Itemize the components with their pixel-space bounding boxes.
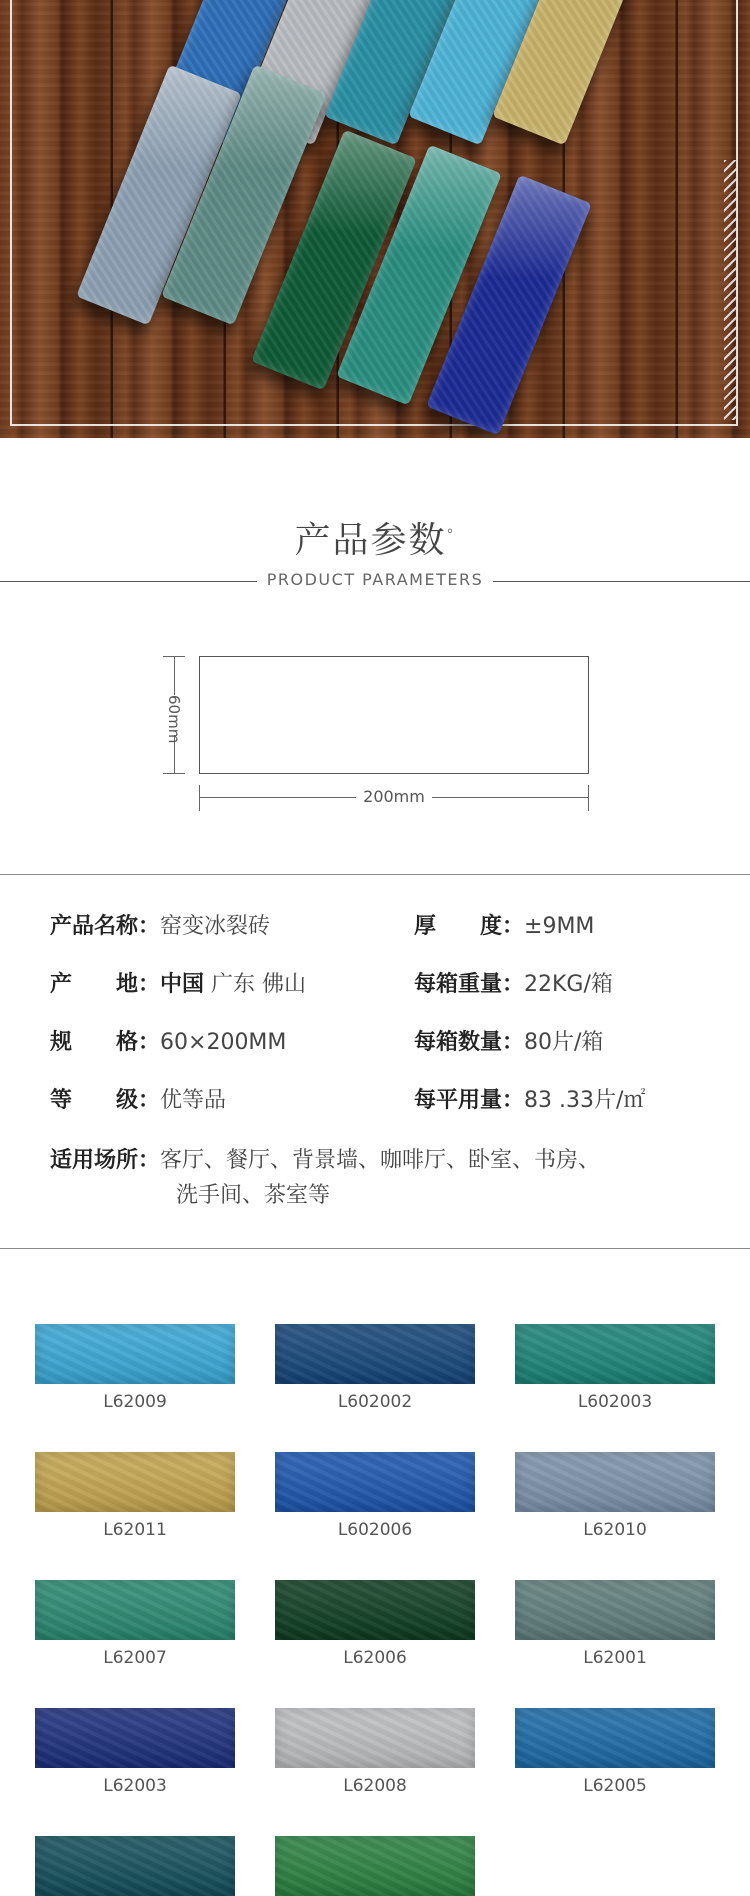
section-subtitle-text: PRODUCT PARAMETERS xyxy=(257,570,493,589)
section-subtitle-en xyxy=(0,570,750,589)
tile-outline xyxy=(199,656,589,774)
color-swatch xyxy=(35,1324,235,1384)
hero-product-photo xyxy=(0,0,750,438)
section-title-text: 产品参数 xyxy=(294,520,447,561)
width-cap-right xyxy=(588,785,589,811)
height-cap-bottom xyxy=(163,773,185,774)
spec-product-name-label: 产品名称： xyxy=(50,914,161,939)
spec-product-name-value: 窑变冰裂砖 xyxy=(160,914,271,939)
color-swatch xyxy=(35,1580,235,1640)
spec-places-continued xyxy=(176,1181,330,1211)
swatch-code-label: L62009 xyxy=(103,1392,167,1412)
color-swatch xyxy=(35,1836,235,1896)
swatch-code-label: L62005 xyxy=(583,1776,647,1796)
spec-places-line1: 客厅、餐厅、背景墙、咖啡厅、卧室、书房、 xyxy=(160,1148,601,1173)
swatch-code-label: L602002 xyxy=(337,1392,413,1412)
width-label: 200mm xyxy=(356,786,432,808)
swatch-code-label: L62003 xyxy=(103,1776,167,1796)
spec-size-label: 规 格： xyxy=(50,1030,161,1055)
swatch-code-label: L62007 xyxy=(103,1648,167,1668)
spec-origin-value: 广东 佛山 xyxy=(204,972,307,997)
swatch-code-label: L602003 xyxy=(577,1392,653,1412)
spec-product-name xyxy=(50,912,270,942)
divider-top xyxy=(0,874,750,875)
spec-grade-value: 优等品 xyxy=(160,1088,227,1113)
spec-thickness-value: ±9MM xyxy=(524,914,595,939)
width-cap-left xyxy=(199,785,200,811)
spec-origin xyxy=(50,970,306,1000)
swatch-code-label: L62001 xyxy=(583,1648,647,1668)
section-title-mark: ° xyxy=(446,527,456,543)
spec-box-weight-value: 22KG/箱 xyxy=(524,972,613,997)
color-swatch xyxy=(35,1452,235,1512)
spec-usage-per-sqm-label: 每平用量： xyxy=(414,1088,525,1113)
color-swatch xyxy=(275,1580,475,1640)
spec-origin-label: 产 地： xyxy=(50,972,161,997)
spec-usage-per-sqm xyxy=(414,1086,645,1116)
swatch-code-label: L62010 xyxy=(583,1520,647,1540)
swatch-code-label: L62011 xyxy=(103,1520,167,1540)
spec-box-count-label: 每箱数量： xyxy=(414,1030,525,1055)
spec-origin-country: 中国 xyxy=(160,972,205,997)
swatch-code-label: L62006 xyxy=(343,1648,407,1668)
section-subtitle-row xyxy=(0,570,750,592)
spec-size-value: 60×200MM xyxy=(160,1030,287,1055)
spec-thickness-label: 厚 度： xyxy=(414,914,525,939)
color-swatch xyxy=(515,1452,715,1512)
color-swatch xyxy=(35,1708,235,1768)
height-label: 60mm xyxy=(159,695,189,735)
height-cap-top xyxy=(163,656,185,657)
spec-places-label: 适用场所： xyxy=(50,1148,161,1173)
color-swatch xyxy=(275,1324,475,1384)
color-swatch xyxy=(515,1324,715,1384)
hero-hatch-decoration xyxy=(724,160,736,420)
spec-box-count xyxy=(414,1028,603,1058)
spec-grade-label: 等 级： xyxy=(50,1088,161,1113)
swatch-code-label: L602006 xyxy=(337,1520,413,1540)
spec-grade xyxy=(50,1086,226,1116)
spec-size xyxy=(50,1028,286,1058)
spec-places-line2: 洗手间、茶室等 xyxy=(176,1183,331,1208)
spec-usage-per-sqm-value: 83 .33片/㎡ xyxy=(524,1088,646,1113)
spec-thickness xyxy=(414,912,594,942)
color-swatch xyxy=(275,1452,475,1512)
color-swatch xyxy=(275,1708,475,1768)
color-swatch xyxy=(515,1580,715,1640)
section-title-cn xyxy=(0,512,750,563)
swatch-code-label: L62008 xyxy=(343,1776,407,1796)
spec-places xyxy=(50,1146,600,1176)
divider-bottom xyxy=(0,1248,750,1249)
color-swatch xyxy=(515,1708,715,1768)
spec-box-weight-label: 每箱重量： xyxy=(414,972,525,997)
spec-box-weight xyxy=(414,970,613,1000)
spec-box-count-value: 80片/箱 xyxy=(524,1030,604,1055)
color-swatch xyxy=(275,1836,475,1896)
